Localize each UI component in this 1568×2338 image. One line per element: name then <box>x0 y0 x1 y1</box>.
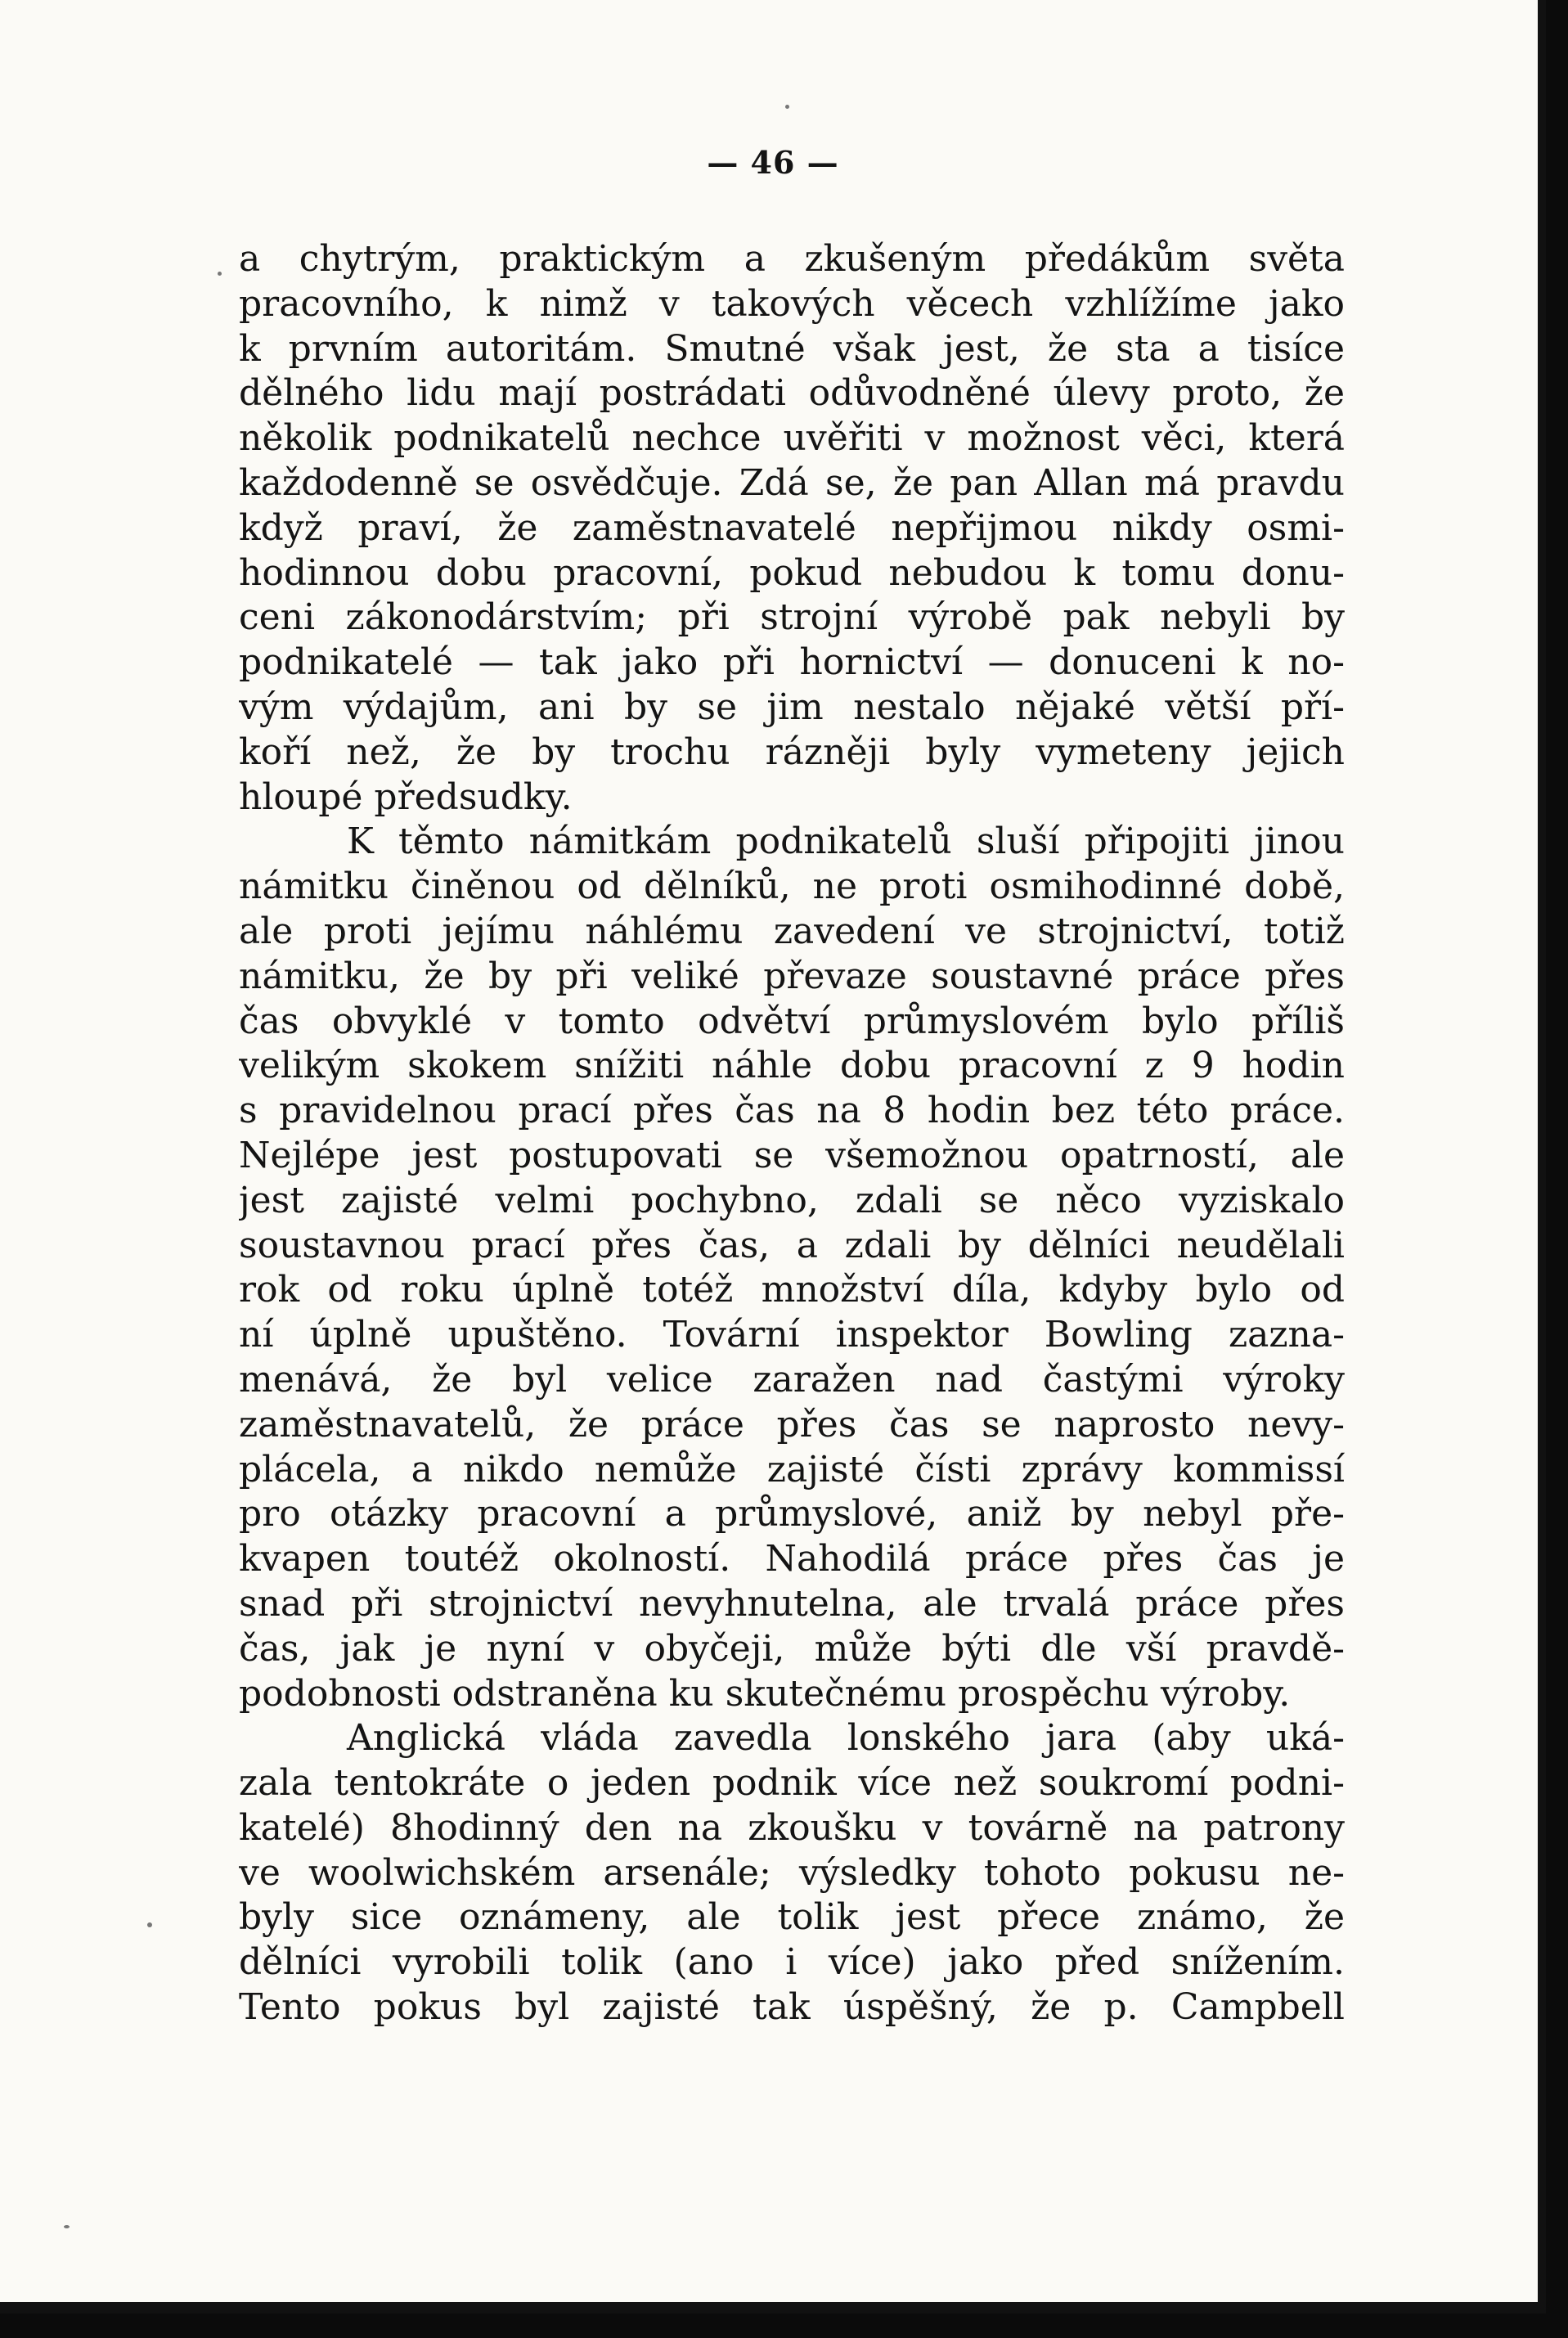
text-line: snad při strojnictví nevyhnutelna, ale trvalá práce přes <box>239 1582 1345 1625</box>
text-line: zaměstnavatelů, že práce přes čas se naprosto nevy- <box>239 1403 1345 1446</box>
text-line: menává, že byl velice zaražen nad častými výroky <box>239 1358 1345 1401</box>
text-line: koří než, že by trochu rázněji byly vymeteny jejich <box>239 731 1345 773</box>
text-line: každodenně se osvědčuje. Zdá se, že pan Allan má pravdu <box>239 461 1345 504</box>
text-line: dělného lidu mají postrádati odůvodněné úlevy proto, že <box>239 372 1345 415</box>
text-line: podnikatelé — tak jako při hornictví — donuceni k no- <box>239 641 1345 684</box>
text-line: dělníci vyrobili tolik (ano i více) jako před snížením. <box>239 1941 1345 1984</box>
paper-speck <box>147 1922 152 1927</box>
paper-speck <box>64 2225 70 2228</box>
text-line: Tento pokus byl zajisté tak úspěšný, že p. Campbell <box>239 1986 1345 2029</box>
text-line: rok od roku úplně totéž množství díla, kdyby bylo od <box>239 1269 1345 1311</box>
text-line: hloupé předsudky. <box>239 776 573 818</box>
text-line: zala tentokráte o jeden podnik více než soukromí podni- <box>239 1762 1345 1805</box>
text-line: s pravidelnou prací přes čas na 8 hodin bez této práce. <box>239 1090 1345 1132</box>
text-line: když praví, že zaměstnavatelé nepřijmou nikdy osmi- <box>239 506 1345 549</box>
text-line: podobnosti odstraněna ku skutečnému prospěchu výroby. <box>239 1672 1291 1715</box>
text-line: a chytrým, praktickým a zkušeným předákům světa <box>239 238 1345 280</box>
text-line: ale proti jejímu náhlému zavedení ve strojnictví, totiž <box>239 910 1345 952</box>
text-line: katelé) 8hodinný den na zkoušku v továrně na patrony <box>239 1806 1345 1849</box>
text-line: velikým skokem snížiti náhle dobu pracovní z 9 hodin <box>239 1045 1345 1087</box>
text-line: k prvním autoritám. Smutné však jest, že sta a tisíce <box>239 327 1345 370</box>
text-line: byly sice oznámeny, ale tolik jest přece známo, že <box>239 1896 1345 1939</box>
text-line: námitku, že by při veliké převaze soustavné práce přes <box>239 955 1345 997</box>
text-line: pracovního, k nimž v takových věcech vzhlížíme jako <box>239 282 1345 325</box>
text-line: soustavnou prací přes čas, a zdali by dělníci neudělali <box>239 1224 1345 1266</box>
text-line: hodinnou dobu pracovní, pokud nebudou k tomu donu- <box>239 551 1345 594</box>
paper-speck <box>785 105 789 109</box>
body-text <box>239 237 1345 2030</box>
page-number: — 46 — <box>707 144 839 181</box>
text-line: ve woolwichském arsenále; výsledky tohoto pokusu ne- <box>239 1851 1345 1894</box>
text-line: několik podnikatelů nechce uvěřiti v možnost věci, která <box>239 417 1345 460</box>
text-line: ní úplně upuštěno. Tovární inspektor Bowling zazna- <box>239 1314 1345 1356</box>
text-line: K těmto námitkám podnikatelů sluší připojiti jinou <box>347 821 1345 863</box>
text-line: Nejlépe jest postupovati se všemožnou opatrností, ale <box>239 1134 1345 1176</box>
text-line: ceni zákonodárstvím; při strojní výrobě pak nebyli by <box>239 596 1345 639</box>
text-line: Anglická vláda zavedla lonského jara (aby uká- <box>347 1717 1345 1760</box>
text-line: kvapen toutéž okolností. Nahodilá práce přes čas je <box>239 1538 1345 1580</box>
text-line: vým výdajům, ani by se jim nestalo nějaké větší pří- <box>239 686 1345 728</box>
text-line: pro otázky pracovní a průmyslové, aniž by nebyl pře- <box>239 1493 1345 1535</box>
text-line: čas obvyklé v tomto odvětví průmyslovém bylo příliš <box>239 1000 1345 1042</box>
text-line: námitku činěnou od dělníků, ne proti osmihodinné době, <box>239 866 1345 908</box>
text-line: jest zajisté velmi pochybno, zdali se něco vyziskalo <box>239 1179 1345 1221</box>
text-line: plácela, a nikdo nemůže zajisté čísti zprávy kommissí <box>239 1448 1345 1490</box>
paper-speck <box>218 272 222 276</box>
text-line: čas, jak je nyní v obyčeji, může býti dle vší pravdě- <box>239 1627 1345 1670</box>
